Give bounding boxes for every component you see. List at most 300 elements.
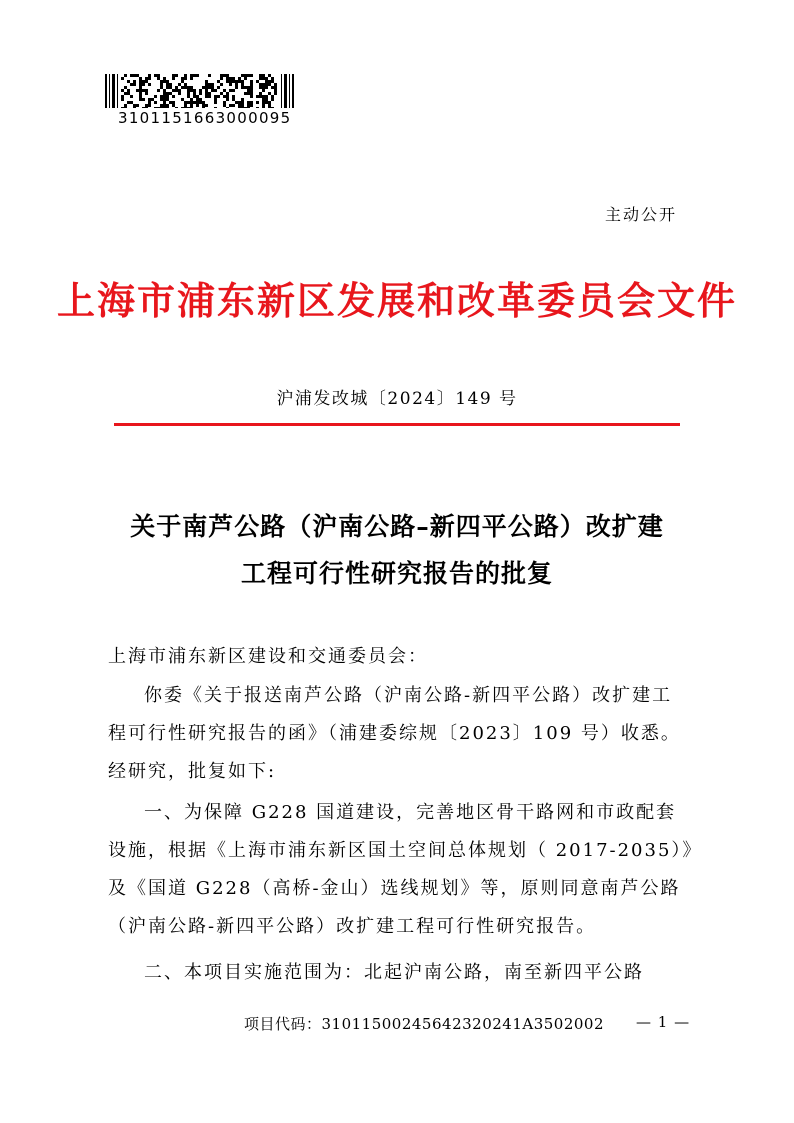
barcode-module (145, 80, 148, 83)
barcode-module (250, 101, 253, 104)
barcode-module (214, 101, 217, 104)
barcode-module (262, 86, 265, 89)
barcode-module (229, 77, 232, 80)
document-title-line-2: 工程可行性研究报告的批复 (240, 559, 553, 588)
barcode-module (160, 107, 163, 108)
barcode-module (169, 101, 172, 104)
barcode-module (262, 98, 265, 101)
barcode-module (163, 98, 166, 101)
barcode-module (256, 107, 259, 108)
barcode-module (121, 95, 124, 98)
barcode-module (250, 86, 253, 89)
barcode-module (241, 104, 244, 107)
barcode-module (274, 86, 277, 89)
barcode-module (166, 104, 169, 107)
disclosure-label: 主动公开 (605, 205, 678, 224)
barcode-module (238, 80, 241, 83)
barcode-module (262, 77, 265, 80)
barcode-module (163, 104, 166, 107)
barcode-module (178, 92, 181, 95)
barcode-module (205, 89, 208, 92)
barcode-module (187, 89, 190, 92)
barcode-module (166, 95, 169, 98)
barcode-module (148, 98, 151, 101)
barcode-module (136, 89, 139, 92)
barcode-module (148, 77, 151, 80)
barcode-module (181, 77, 184, 80)
barcode-module (238, 77, 241, 80)
barcode-module (199, 92, 202, 95)
document-number: 沪浦发改城〔2024〕149 号 (276, 389, 518, 409)
barcode-module (199, 98, 202, 101)
barcode-module (127, 80, 130, 83)
project-code: 项目代码：31011500245642320241A3502002 (244, 1015, 605, 1033)
barcode-module (193, 89, 196, 92)
barcode-module (232, 95, 235, 98)
barcode-module (220, 77, 223, 80)
barcode-module (112, 74, 115, 108)
barcode-module (250, 92, 253, 95)
barcode-module (232, 80, 235, 83)
barcode-module (163, 95, 166, 98)
barcode-module (226, 92, 229, 95)
barcode-module (223, 104, 226, 107)
barcode-module (133, 83, 136, 86)
barcode-module (163, 80, 166, 83)
paragraph-line: 你委《关于报送南芦公路（沪南公路-新四平公路）改扩建工 (144, 685, 673, 706)
barcode-module (268, 74, 271, 77)
barcode-module (226, 98, 229, 101)
barcode-module (166, 98, 169, 101)
barcode-module (205, 95, 208, 98)
barcode-module (265, 77, 268, 80)
barcode-module (208, 95, 211, 98)
barcode-module (130, 74, 133, 77)
barcode-module (142, 80, 145, 83)
barcode-module (139, 98, 142, 101)
barcode-module (250, 74, 253, 77)
barcode-module (190, 86, 193, 89)
barcode-module (184, 86, 187, 89)
barcode-module (247, 86, 250, 89)
barcode-module (217, 80, 220, 83)
barcode-module (130, 83, 133, 86)
barcode-module (271, 98, 274, 101)
barcode-module (229, 83, 232, 86)
barcode-module (274, 89, 277, 92)
paragraph-line: 程可行性研究报告的函》（浦建委综规〔2023〕109 号）收悉。 (108, 723, 681, 744)
barcode-module (271, 95, 274, 98)
barcode-module (217, 95, 220, 98)
barcode-module (157, 77, 160, 80)
barcode-module (241, 101, 244, 104)
barcode-module (172, 101, 175, 104)
page-number: — 1 — (636, 1013, 691, 1031)
barcode-module (172, 95, 175, 98)
barcode-module (205, 92, 208, 95)
barcode-module (281, 74, 282, 108)
barcode-module (193, 101, 196, 104)
barcode-module (136, 74, 139, 77)
barcode-module (196, 98, 199, 101)
barcode-module (241, 83, 244, 86)
barcode-module (154, 95, 157, 98)
barcode (105, 74, 295, 108)
barcode-module (127, 101, 130, 104)
barcode-module (124, 104, 127, 107)
barcode-module (142, 89, 145, 92)
barcode-module (181, 80, 184, 83)
barcode-module (202, 101, 205, 104)
barcode-module (274, 83, 277, 86)
barcode-module (166, 80, 169, 83)
barcode-module (265, 98, 268, 101)
barcode-module (184, 74, 187, 77)
barcode-module (232, 98, 235, 101)
barcode-module (238, 101, 241, 104)
barcode-module (235, 80, 238, 83)
barcode-module (181, 86, 184, 89)
barcode-module (190, 104, 193, 107)
barcode-module (175, 89, 178, 92)
barcode-module (175, 107, 178, 108)
barcode-module (232, 89, 235, 92)
barcode-module (121, 98, 124, 101)
barcode-module (268, 101, 271, 104)
barcode-module (217, 86, 220, 89)
barcode-module (247, 107, 250, 108)
barcode-module (235, 101, 238, 104)
barcode-module (238, 107, 241, 108)
barcode-module (190, 101, 193, 104)
barcode-module (139, 95, 142, 98)
barcode-module (193, 92, 196, 95)
barcode-module (196, 95, 199, 98)
barcode-module (139, 80, 142, 83)
barcode-module (271, 107, 274, 108)
barcode-module (214, 95, 217, 98)
barcode-module (241, 86, 244, 89)
barcode-module (268, 92, 271, 95)
barcode-module (214, 98, 217, 101)
barcode-module (154, 107, 157, 108)
paragraph-line: 设施，根据《上海市浦东新区国土空间总体规划（ 2017-2035）》 (108, 840, 703, 861)
barcode-module (259, 74, 262, 77)
barcode-module (247, 101, 250, 104)
barcode-module (262, 74, 265, 77)
barcode-module (133, 107, 136, 108)
barcode-module (226, 77, 229, 80)
barcode-module (262, 95, 265, 98)
barcode-module (157, 107, 160, 108)
barcode-module (205, 86, 208, 89)
barcode-module (157, 89, 160, 92)
barcode-module (241, 74, 244, 77)
barcode-module (211, 86, 214, 89)
barcode-module (190, 74, 193, 77)
barcode-module (187, 86, 190, 89)
barcode-module (145, 92, 148, 95)
barcode-module (169, 86, 172, 89)
barcode-module (265, 83, 268, 86)
barcode-module (130, 101, 133, 104)
barcode-module (208, 92, 211, 95)
barcode-module (196, 104, 199, 107)
barcode-module (193, 74, 196, 77)
barcode-module (160, 80, 163, 83)
barcode-module (196, 74, 199, 77)
barcode-module (172, 89, 175, 92)
issuer-heading: 上海市浦东新区发展和改革委员会文件 (56, 278, 737, 323)
barcode-module (178, 89, 181, 92)
barcode-module (226, 107, 229, 108)
barcode-module (181, 98, 184, 101)
barcode-module (193, 95, 196, 98)
barcode-module (271, 80, 274, 83)
barcode-module (247, 89, 250, 92)
barcode-module (166, 83, 169, 86)
barcode-module (262, 107, 265, 108)
barcode-module (184, 107, 187, 108)
barcode-module (184, 101, 187, 104)
barcode-module (220, 74, 223, 77)
barcode-module (142, 107, 145, 108)
barcode-module (284, 74, 287, 108)
barcode-module (259, 95, 262, 98)
barcode-module (130, 95, 133, 98)
barcode-module (145, 89, 148, 92)
barcode-module (139, 86, 142, 89)
barcode-module (211, 83, 214, 86)
barcode-module (226, 80, 229, 83)
addressee: 上海市浦东新区建设和交通委员会： (108, 646, 428, 667)
barcode-module (139, 89, 142, 92)
barcode-module (250, 95, 253, 98)
barcode-module (163, 89, 166, 92)
barcode-module (187, 95, 190, 98)
barcode-module (190, 98, 193, 101)
barcode-module (145, 107, 148, 108)
barcode-module (262, 89, 265, 92)
barcode-module (139, 92, 142, 95)
barcode-module (220, 83, 223, 86)
barcode-module (142, 83, 145, 86)
barcode-module (148, 83, 151, 86)
barcode-module (250, 89, 253, 92)
barcode-module (244, 74, 247, 77)
barcode-module (214, 89, 217, 92)
barcode-module (184, 83, 187, 86)
barcode-module (223, 95, 226, 98)
barcode-module (262, 101, 265, 104)
barcode-module (145, 104, 148, 107)
barcode-module (208, 86, 211, 89)
barcode-module (133, 104, 136, 107)
barcode-module (268, 83, 271, 86)
barcode-module (154, 74, 157, 77)
barcode-module (232, 77, 235, 80)
barcode-module (244, 77, 247, 80)
barcode-module (172, 104, 175, 107)
barcode-module (202, 104, 205, 107)
barcode-module (226, 74, 229, 77)
barcode-module (241, 107, 244, 108)
barcode-number: 3101151663000095 (118, 109, 292, 127)
barcode-module (169, 92, 172, 95)
barcode-module (124, 107, 127, 108)
barcode-module (256, 80, 259, 83)
barcode-module (160, 95, 163, 98)
barcode-module (271, 86, 274, 89)
paragraph-line: 经研究，批复如下: (108, 761, 277, 782)
barcode-module (178, 83, 181, 86)
barcode-module (169, 83, 172, 86)
barcode-module (145, 77, 148, 80)
barcode-module (187, 101, 190, 104)
paragraph-line: 一、为保障 G228 国道建设，完善地区骨干路网和市政配套 (144, 802, 677, 823)
barcode-module (229, 104, 232, 107)
barcode-module (148, 101, 151, 104)
barcode-module (241, 80, 244, 83)
paragraph-line: （沪南公路-新四平公路）改扩建工程可行性研究报告。 (108, 916, 597, 937)
barcode-module (154, 101, 157, 104)
barcode-module (121, 77, 124, 80)
barcode-module (265, 86, 268, 89)
barcode-module (259, 86, 262, 89)
barcode-module (241, 98, 244, 101)
barcode-module (163, 107, 166, 108)
barcode-module (247, 92, 250, 95)
barcode-module (247, 104, 250, 107)
barcode-module (157, 74, 160, 77)
barcode-module (196, 101, 199, 104)
barcode-module (202, 107, 205, 108)
barcode-module (274, 92, 277, 95)
barcode-module (127, 92, 130, 95)
barcode-module (256, 101, 259, 104)
barcode-module (139, 83, 142, 86)
barcode-module (223, 89, 226, 92)
barcode-module (223, 101, 226, 104)
barcode-module (235, 86, 238, 89)
barcode-module (124, 86, 127, 89)
barcode-module (208, 74, 211, 77)
barcode-module (136, 104, 139, 107)
barcode-module (205, 80, 208, 83)
paragraph-line: 二、本项目实施范围为：北起沪南公路，南至新四平公路 (144, 962, 644, 983)
barcode-module (220, 92, 223, 95)
barcode-module (160, 98, 163, 101)
barcode-module (175, 86, 178, 89)
barcode-module (229, 89, 232, 92)
barcode-module (205, 83, 208, 86)
barcode-module (127, 89, 130, 92)
barcode-module (262, 83, 265, 86)
barcode-module (175, 74, 178, 77)
barcode-module (133, 74, 136, 77)
barcode-module (172, 74, 175, 77)
barcode-module (247, 74, 250, 77)
document-title-line-1: 关于南芦公路（沪南公路–新四平公路）改扩建 (130, 512, 664, 541)
barcode-module (148, 104, 151, 107)
barcode-module (223, 74, 226, 77)
barcode-module (187, 107, 190, 108)
barcode-module (259, 77, 262, 80)
barcode-module (139, 77, 142, 80)
barcode-module (211, 89, 214, 92)
barcode-module (205, 104, 208, 107)
barcode-module (289, 74, 290, 108)
barcode-module (133, 80, 136, 83)
barcode-module (166, 92, 169, 95)
barcode-module (187, 92, 190, 95)
barcode-module (121, 107, 124, 108)
barcode-module (262, 104, 265, 107)
barcode-module (271, 77, 274, 80)
barcode-module (235, 83, 238, 86)
red-divider (114, 423, 680, 426)
barcode-module (190, 107, 193, 108)
barcode-module (160, 104, 163, 107)
barcode-module (172, 77, 175, 80)
barcode-module (124, 92, 127, 95)
barcode-module (199, 89, 202, 92)
barcode-module (190, 77, 193, 80)
barcode-module (256, 95, 259, 98)
barcode-module (148, 74, 151, 77)
barcode-module (250, 104, 253, 107)
barcode-module (124, 74, 127, 77)
barcode-module (181, 107, 184, 108)
barcode-module (214, 107, 217, 108)
barcode-module (121, 89, 124, 92)
barcode-module (250, 83, 253, 86)
barcode-module (244, 107, 247, 108)
barcode-module (244, 92, 247, 95)
barcode-module (259, 83, 262, 86)
barcode-module (229, 80, 232, 83)
barcode-module (160, 86, 163, 89)
barcode-module (268, 104, 271, 107)
barcode-module (163, 92, 166, 95)
barcode-module (292, 74, 294, 108)
barcode-module (265, 95, 268, 98)
barcode-module (166, 107, 169, 108)
barcode-module (202, 86, 205, 89)
barcode-module (250, 80, 253, 83)
barcode-module (151, 98, 154, 101)
barcode-module (109, 74, 110, 108)
barcode-module (184, 104, 187, 107)
barcode-module (244, 86, 247, 89)
barcode-module (142, 98, 145, 101)
barcode-module (268, 107, 271, 108)
barcode-module (238, 104, 241, 107)
barcode-module (166, 86, 169, 89)
barcode-module (160, 83, 163, 86)
barcode-module (105, 74, 107, 108)
barcode-module (163, 101, 166, 104)
barcode-module (268, 80, 271, 83)
barcode-module (199, 101, 202, 104)
barcode-module (265, 101, 268, 104)
barcode-module (190, 89, 193, 92)
barcode-module (184, 77, 187, 80)
barcode-module (163, 77, 166, 80)
barcode-module (265, 80, 268, 83)
paragraph-line: 及《国道 G228（高桥-金山）选线规划》等，原则同意南芦公路 (108, 878, 681, 899)
barcode-module (259, 92, 262, 95)
